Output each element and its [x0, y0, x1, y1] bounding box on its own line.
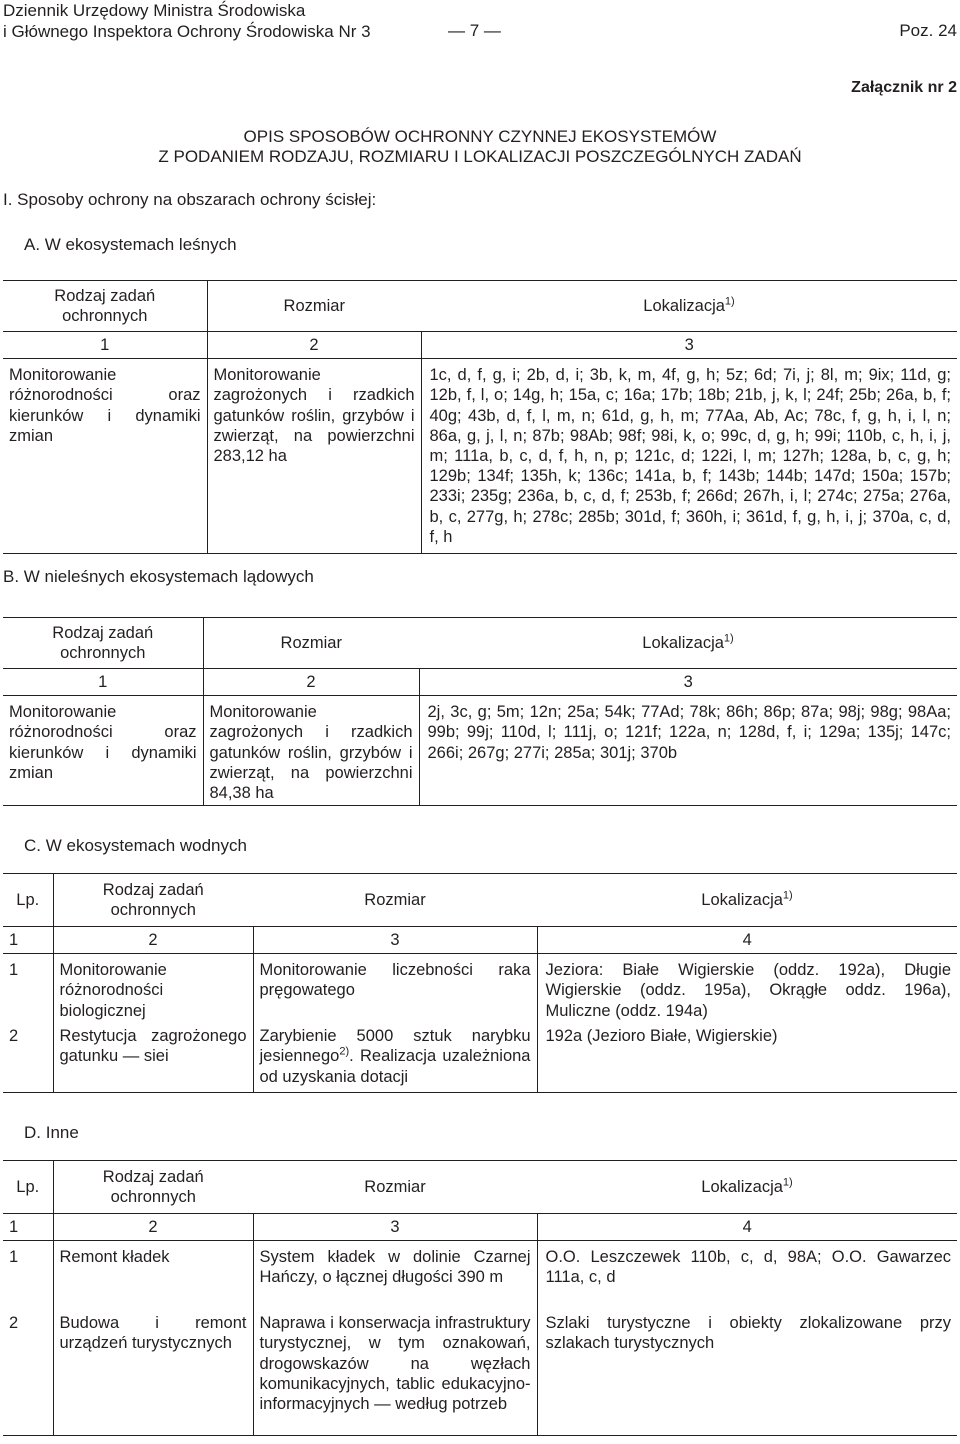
column-number: 1 [3, 332, 207, 359]
table-header-row [3, 281, 957, 332]
cell-rozmiar-text: . Realizacja uzależniona od uzyskania dotacji [259, 1047, 531, 1086]
column-number: 1 [3, 1214, 53, 1241]
footnote-mark: 1) [723, 632, 734, 645]
cell-lokalizacja: O.O. Leszczewek 110b, c, d, 98A; O.O. Gawarzec 111a, c, d [545, 1248, 951, 1287]
table-row [3, 359, 957, 554]
header-lokalizacja-text: Lokalizacja [701, 1177, 783, 1196]
annex-label: Załącznik nr 2 [851, 79, 957, 96]
header-lokalizacja-text: Lokalizacja [642, 633, 724, 652]
section-c-heading: C. W ekosystemach wodnych [24, 836, 247, 855]
table-forest-ecosystems [3, 280, 957, 554]
column-number: 2 [207, 332, 421, 359]
cell-lokalizacja: 1c, d, f, g, i; 2b, d, i; 3b, k, m, 4f, g, h; 5z; 6d; 7i, j; 8l, m; 9ix; 11d, g; 12b, f, l, o; 14g, h; 15a, c; 16a; 17b; 18b; 21b, j, k, l; 24f; 25b; 26a, b, f; 40g; 43b, d, f, l, m, n; 61d, g, h, m; 77Aa, Ab, Ac; 78c, f, g, h, i, l, n; 86a, g, j, l, n; 87b; 98Ab; 98f; 98i, k, o; 99c, d, g, h; 99i; 110b, c, h, i, j, m; 111a, b, c, d, f, h, n, p; 121c, d; 122i, l, m; 127h; 128a, b, c, g, h; 129b; 134f; 135h, k; 136c; 141a, b, f; 143b; 144b; 147d; 150a; 157b; 233i; 235g; 236a, b, c, d, f; 253b, f; 266d; 267h, i, l; 274c; 275a; 276a, b, c, 277g, h; 278c; 285b; 301d, f; 360h, i; 361d, f, g, h, i, j; 370a, c, d, f, h [429, 366, 951, 546]
header-rodzaj [53, 874, 253, 927]
table-row [3, 1024, 957, 1093]
cell-rodzaj: Monitorowanie różnorodności oraz kierunków i dynamiki zmian [3, 696, 203, 806]
document-title [0, 127, 960, 167]
header-lokalizacja-text: Lokalizacja [643, 296, 725, 315]
journal-title [3, 0, 371, 42]
column-number: 3 [683, 673, 693, 691]
table-row [3, 1241, 957, 1312]
cell-rozmiar: Monitorowanie zagrożonych i rzadkich gatunków roślin, grzybów i zwierząt, na powierzchni 84,38 ha [203, 696, 419, 806]
cell-lokalizacja: Jeziora: Białe Wigierskie (oddz. 192a), Długie Wigierskie (oddz. 195a), Okrągłe oddz. 196a), Muliczne (oddz. 194a) [545, 961, 951, 1020]
table-non-forest-ecosystems [3, 617, 957, 806]
header-rozmiar: Rozmiar [364, 890, 426, 909]
header-rozmiar: Rozmiar [283, 296, 345, 315]
header-lp: Lp. [3, 874, 53, 927]
cell-rodzaj: Restytucja zagrożonego gatunku — siei [53, 1024, 253, 1093]
column-number: 3 [684, 336, 694, 354]
cell-rozmiar [253, 1024, 537, 1093]
footnote-mark: 1) [782, 889, 793, 902]
table-row [3, 696, 957, 806]
column-number: 3 [253, 927, 537, 954]
header-rodzaj-line2: ochronnych [62, 307, 148, 325]
header-rozmiar: Rozmiar [280, 633, 342, 652]
cell-lp: 2 [3, 1024, 53, 1093]
header-lokalizacja [421, 281, 957, 332]
cell-lokalizacja: 192a (Jezioro Białe, Wigierskie) [545, 1027, 778, 1046]
position-number: Poz. 24 [899, 21, 957, 40]
header-rodzaj [3, 281, 207, 332]
column-number: 2 [53, 927, 253, 954]
column-number-row [3, 669, 957, 696]
cell-lp: 2 [3, 1311, 53, 1436]
header-lokalizacja [537, 1161, 957, 1214]
journal-title-line2: i Głównego Inspektora Ochrony Środowiska Nr 3 [3, 22, 371, 41]
table-water-ecosystems [3, 873, 957, 1093]
cell-rodzaj: Monitorowanie różnorodności oraz kierunków i dynamiki zmian [3, 359, 207, 554]
column-number: 4 [742, 931, 752, 949]
section-d-heading: D. Inne [24, 1123, 79, 1142]
cell-rozmiar: System kładek w dolinie Czarnej Hańczy, o łącznej długości 390 m [253, 1241, 537, 1312]
cell-rozmiar: Naprawa i konserwacja infrastruktury turystycznej, w tym oznakowań, drogowskazów na węzłach komunikacyjnych, tablic edukacyjno-informacyjnych — według potrzeb [253, 1311, 537, 1436]
column-number: 2 [203, 669, 419, 696]
header-rodzaj-line1: Rodzaj zadań [52, 623, 154, 642]
header-lokalizacja [419, 618, 957, 669]
cell-rodzaj: Monitorowanie różnorodności biologicznej [53, 954, 253, 1025]
header-rodzaj-line2: ochronnych [110, 901, 196, 919]
cell-rodzaj: Budowa i remont urządzeń turystycznych [53, 1311, 253, 1436]
cell-lokalizacja: Szlaki turystyczne i obiekty zlokalizowane przy szlakach turystycznych [545, 1314, 951, 1353]
page-number: — 7 — [448, 21, 501, 40]
header-lokalizacja-text: Lokalizacja [701, 890, 783, 909]
header-lp: Lp. [3, 1161, 53, 1214]
header-rodzaj [53, 1161, 253, 1214]
header-rodzaj-line1: Rodzaj zadań [102, 880, 204, 899]
header-rodzaj-line1: Rodzaj zadań [54, 286, 156, 305]
section-a-heading: A. W ekosystemach leśnych [24, 235, 237, 254]
footnote-mark: 2) [339, 1045, 350, 1058]
document-title-line2: Z PODANIEM RODZAJU, ROZMIARU I LOKALIZACJI POSZCZEGÓLNYCH ZADAŃ [158, 147, 802, 166]
header-rozmiar: Rozmiar [364, 1177, 426, 1196]
cell-rodzaj: Remont kładek [53, 1241, 253, 1312]
header-rodzaj-line2: ochronnych [110, 1188, 196, 1206]
cell-rozmiar-text: Zarybienie 5000 sztuk narybku jesiennego [259, 1027, 531, 1066]
column-number-row [3, 927, 957, 954]
header-lokalizacja [537, 874, 957, 927]
column-number: 2 [53, 1214, 253, 1241]
cell-rozmiar: Monitorowanie zagrożonych i rzadkich gatunków roślin, grzybów i zwierząt, na powierzchni 283,12 ha [207, 359, 421, 554]
header-rodzaj [3, 618, 203, 669]
cell-lp: 1 [3, 1241, 53, 1312]
section-b-heading: B. W nieleśnych ekosystemach lądowych [3, 567, 314, 586]
column-number: 4 [742, 1218, 752, 1236]
footnote-mark: 1) [724, 295, 735, 308]
table-row [3, 954, 957, 1025]
table-header-row [3, 1161, 957, 1214]
column-number: 1 [3, 927, 53, 954]
column-number-row [3, 332, 957, 359]
section-i-heading: I. Sposoby ochrony na obszarach ochrony ścisłej: [3, 190, 377, 209]
document-title-line1: OPIS SPOSOBÓW OCHRONNY CZYNNEJ EKOSYSTEMÓW [243, 127, 717, 146]
table-other [3, 1160, 957, 1436]
cell-rozmiar: Monitorowanie liczebności raka pręgowatego [253, 954, 537, 1025]
column-number: 3 [253, 1214, 537, 1241]
table-header-row [3, 874, 957, 927]
header-rodzaj-line1: Rodzaj zadań [102, 1167, 204, 1186]
column-number-row [3, 1214, 957, 1241]
cell-lp: 1 [3, 954, 53, 1025]
table-header-row [3, 618, 957, 669]
column-number: 1 [3, 669, 203, 696]
cell-lokalizacja: 2j, 3c, g; 5m; 12n; 25a; 54k; 77Ad; 78k; 86h; 86p; 87a; 98j; 98g; 98Aa; 99b; 99j; 110d, l; 111j, o; 121f; 122a, n; 128d, f, i; 129a; 135j; 147c; 266i; 267g; 277i; 285a; 301j; 370b [427, 703, 951, 762]
journal-title-line1: Dziennik Urzędowy Ministra Środowiska [3, 1, 306, 20]
table-row [3, 1311, 957, 1436]
header-rodzaj-line2: ochronnych [60, 644, 146, 662]
footnote-mark: 1) [782, 1176, 793, 1189]
